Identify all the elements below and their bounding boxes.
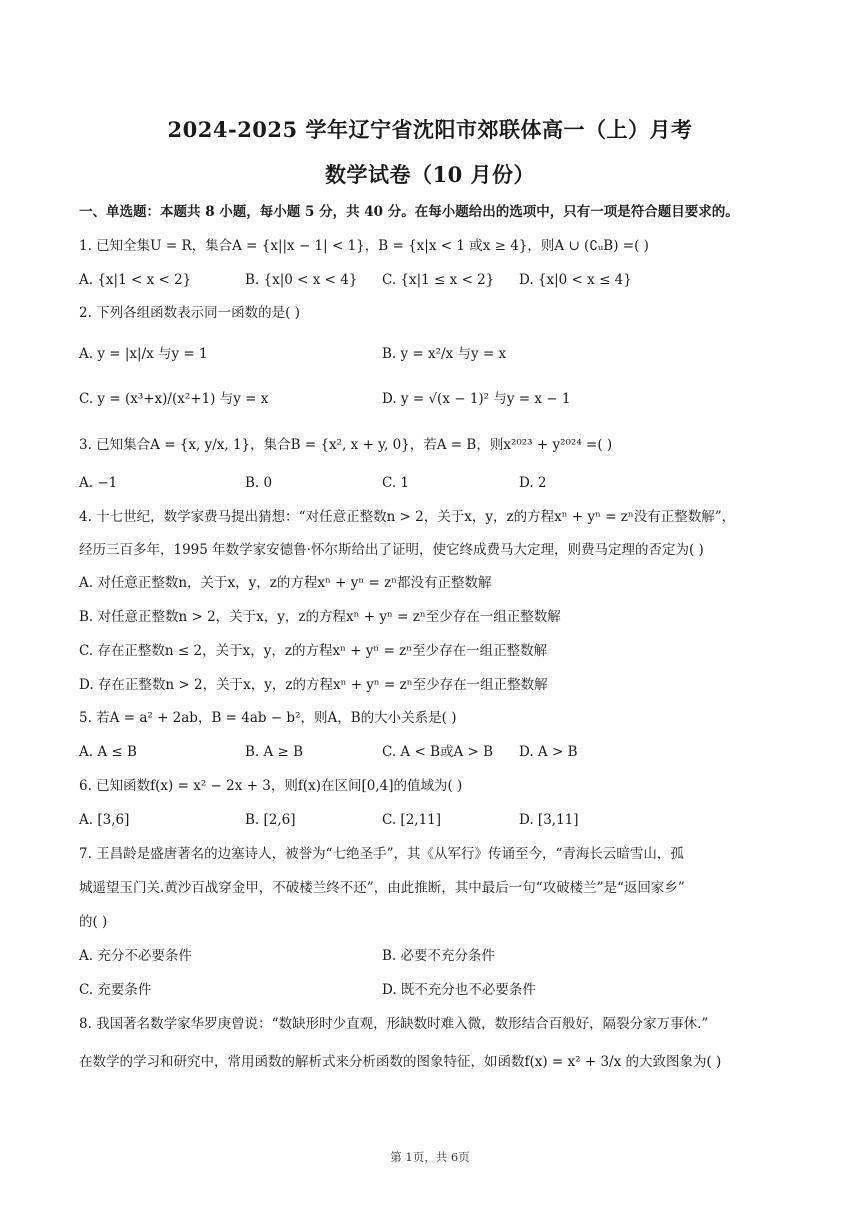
question-6-options [79,811,784,829]
page-footer: 第 1页，共 6页 [390,1150,470,1164]
question-7-stem-line2: 城遥望玉门关.黄沙百战穿金甲，不破楼兰终不还”，由此推断，其中最后一句“攻破楼兰”是“返回家乡” [79,880,685,896]
question-3-option-c: C. 1 [382,475,410,491]
question-2-option-b: B. y = x²/x 与y = x [382,346,507,362]
question-7-option-d: D. 既不充分也不必要条件 [382,982,536,998]
question-6-option-b: B. [2,6] [245,812,296,828]
question-7-option-a: A. 充分不必要条件 [79,948,192,964]
question-7-options-row1 [79,947,784,965]
question-6-stem: 6. 已知函数f(x) = x² − 2x + 3，则f(x)在区间[0,4]的值域为( ) [79,778,463,794]
question-2-options-row2 [79,390,784,408]
question-8-stem-line2: 在数学的学习和研究中，常用函数的解析式来分析函数的图象特征，如函数f(x) = x² + 3/x 的大致图象为( ) [79,1054,722,1070]
question-3-option-b: B. 0 [245,475,273,491]
question-2-option-d: D. y = √(x − 1)² 与y = x − 1 [382,391,571,407]
section-heading: 一、单选题：本题共 8 小题，每小题 5 分，共 40 分。在每小题给出的选项中，只有一项是符合题目要求的。 [79,204,739,220]
question-1-option-b: B. {x|0 < x < 4} [245,272,358,288]
question-7-options-row2 [79,981,784,999]
question-1-option-d: D. {x|0 < x ≤ 4} [519,272,632,288]
question-3-stem: 3. 已知集合A = {x, y/x, 1}，集合B = {x², x + y, 0}，若A = B，则x²⁰²³ + y²⁰²⁴ =( ) [79,437,613,453]
question-3-options [79,474,784,492]
question-5-option-d: D. A > B [519,744,578,760]
question-2-options-row1 [79,345,784,363]
question-4-option-a: A. 对任意正整数n，关于x，y，z的方程xⁿ + yⁿ = zⁿ都没有正整数解 [79,575,492,591]
question-7-option-c: C. 充要条件 [79,982,152,998]
question-1-option-c: C. {x|1 ≤ x < 2} [382,272,495,288]
question-6-option-c: C. [2,11] [382,812,442,828]
exam-subtitle: 数学试卷（10 月份） [324,162,536,187]
question-5-option-a: A. A ≤ B [79,744,137,760]
question-5-option-c: C. A < B或A > B [382,744,494,760]
question-6-option-d: D. [3,11] [519,812,579,828]
question-5-options [79,743,784,761]
question-4-option-c: C. 存在正整数n ≤ 2，关于x，y，z的方程xⁿ + yⁿ = zⁿ至少存在一组正整数解 [79,643,548,659]
question-2-option-c: C. y = (x³+x)/(x²+1) 与y = x [79,391,269,407]
question-1-option-a: A. {x|1 < x < 2} [79,272,192,288]
question-3-option-a: A. −1 [79,475,118,491]
question-8-stem-line1: 8. 我国著名数学家华罗庚曾说：“数缺形时少直观，形缺数时难入微，数形结合百般好，隔裂分家万事休.” [79,1016,709,1032]
question-2-stem: 2. 下列各组函数表示同一函数的是( ) [79,305,300,321]
question-7-stem-line3: 的( ) [79,914,108,930]
question-3-option-d: D. 2 [519,475,547,491]
question-4-stem-line1: 4. 十七世纪，数学家费马提出猜想：“对任意正整数n > 2，关于x，y，z的方程xⁿ + yⁿ = zⁿ没有正整数解”， [79,509,736,525]
question-2-option-a: A. y = |x|/x 与y = 1 [79,346,208,362]
question-5-option-b: B. A ≥ B [245,744,304,760]
question-1-options [79,271,784,289]
question-5-stem: 5. 若A = a² + 2ab，B = 4ab − b²，则A，B的大小关系是( ) [79,710,457,726]
question-7-option-b: B. 必要不充分条件 [382,948,496,964]
question-4-option-b: B. 对任意正整数n > 2，关于x，y，z的方程xⁿ + yⁿ = zⁿ至少存在一组正整数解 [79,609,561,625]
question-4-option-d: D. 存在正整数n > 2，关于x，y，z的方程xⁿ + yⁿ = zⁿ至少存在一组正整数解 [79,677,548,693]
question-1-stem: 1. 已知全集U = R，集合A = {x||x − 1| < 1}，B = {x|x < 1 或x ≥ 4}，则A ∪ (∁ᵤB) =( ) [79,238,649,254]
question-4-stem-line2: 经历三百多年，1995 年数学家安德鲁·怀尔斯给出了证明，使它终成费马大定理，则费马定理的否定为( ) [79,542,704,558]
question-6-option-a: A. [3,6] [79,812,130,828]
question-7-stem-line1: 7. 王昌龄是盛唐著名的边塞诗人，被誉为“七绝圣手”，其《从军行》传诵至今，“青海长云暗雪山，孤 [79,846,684,862]
exam-title: 2024-2025 学年辽宁省沈阳市郊联体高一（上）月考 [167,117,693,142]
